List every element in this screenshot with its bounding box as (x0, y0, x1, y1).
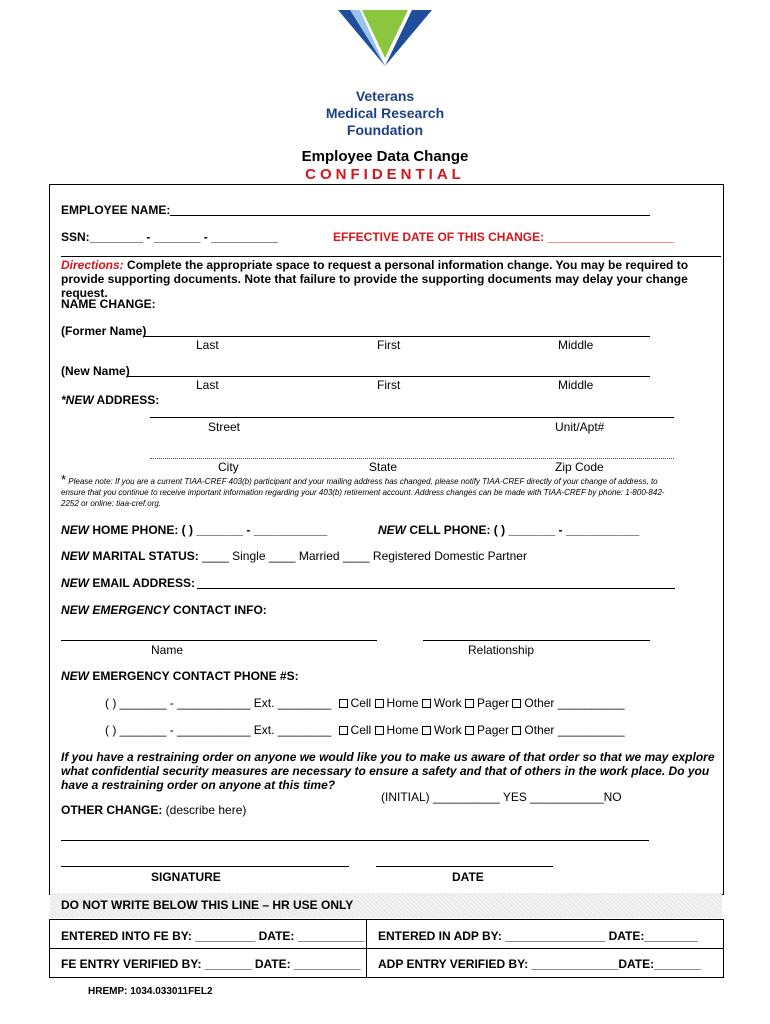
hr-banner-text: DO NOT WRITE BELOW THIS LINE – HR USE ONLY (61, 898, 354, 912)
city-state-zip-field[interactable] (150, 458, 674, 459)
logo-line-3: Foundation (346, 122, 424, 138)
type-pager[interactable] (465, 723, 509, 737)
date-field[interactable] (376, 866, 553, 867)
note-text: Please note: If you are a current TIAA-CREF 403(b) participant and your mailing address has changed, please notify TIAA-CREF directly of your change of address, to ensure that you continue to receive important information regarding your 403(b) retirement account. Address changes can be made with TIAA-CREF by phone: 1-800-842-2252 or online: tiaa-cref.org. (61, 477, 665, 508)
ssn-field[interactable]: SSN:________ - _______ - __________ (61, 230, 278, 244)
address-label-text: ADDRESS: (93, 393, 160, 407)
hr-entered-fe[interactable]: ENTERED INTO FE BY: _________ DATE: __________ (61, 929, 365, 943)
logo-line-1: Veterans (355, 88, 415, 104)
type-label: Cell (350, 723, 372, 737)
other-change-title: OTHER CHANGE: (61, 803, 163, 817)
type-pager[interactable] (465, 696, 509, 710)
type-other[interactable] (512, 696, 624, 710)
hr-row-divider (49, 948, 723, 949)
emergency-phone-field[interactable]: ( ) _______ - ___________ Ext. ________ (105, 696, 332, 710)
checkbox-icon[interactable] (375, 726, 384, 735)
new-name-field[interactable] (128, 376, 650, 377)
checkbox-icon[interactable] (512, 726, 521, 735)
type-label: Work (433, 723, 462, 737)
logo-line-2: Medical Research (325, 105, 445, 121)
restraining-order-text: If you have a restraining order on anyone we would like you to make us aware of that order so that we may explore what confidential security measures are necessary to ensure a safety and that of others in the work place. Do you have a restraining order on anyone at this time? (61, 750, 715, 792)
email-label (61, 576, 195, 590)
hr-col-divider (366, 919, 367, 977)
new-emergency-word: NEW EMERGENCY (61, 603, 170, 617)
former-name-field[interactable] (144, 336, 650, 337)
other-change-field[interactable] (61, 840, 649, 841)
checkbox-icon[interactable] (339, 699, 348, 708)
type-home[interactable] (375, 723, 419, 737)
logo (310, 8, 460, 138)
emergency-phone-field[interactable]: ( ) _______ - ___________ Ext. ________ (105, 723, 332, 737)
marital-options: ____ Single ____ Married ____ Registered Domestic Partner (202, 549, 527, 563)
new-word: NEW (61, 576, 89, 590)
street-caption: Street (208, 420, 241, 434)
checkbox-icon[interactable] (375, 699, 384, 708)
marital-label: MARITAL STATUS: (89, 549, 199, 563)
directions (61, 258, 711, 300)
signature-field[interactable] (61, 866, 349, 867)
type-work[interactable] (422, 723, 462, 737)
name-change-heading: NAME CHANGE: (61, 297, 156, 311)
type-work[interactable] (422, 696, 462, 710)
new-word: *NEW (61, 393, 94, 407)
vmrf-logo-mark (310, 8, 460, 83)
signature-caption: SIGNATURE (151, 870, 221, 884)
divider (61, 256, 721, 257)
restraining-initial-field[interactable]: (INITIAL) __________ YES ___________NO (381, 790, 622, 804)
new-word: NEW (378, 523, 406, 537)
tiaa-note (61, 474, 673, 509)
checkbox-icon[interactable] (465, 726, 474, 735)
checkbox-icon[interactable] (339, 726, 348, 735)
former-first-caption: First (377, 338, 401, 352)
emergency-name-caption: Name (151, 643, 184, 657)
employee-name-label: EMPLOYEE NAME: (61, 203, 171, 217)
emergency-phone-row-1[interactable] (105, 696, 625, 710)
checkbox-icon[interactable] (465, 699, 474, 708)
checkbox-icon[interactable] (422, 726, 431, 735)
new-first-caption: First (377, 378, 401, 392)
city-caption: City (218, 460, 239, 474)
type-label: Home (386, 723, 419, 737)
former-name-label: (Former Name) (61, 324, 147, 338)
checkbox-icon[interactable] (422, 699, 431, 708)
type-label: Cell (350, 696, 372, 710)
form-code: HREMP: 1034.033011FEL2 (88, 986, 213, 997)
former-last-caption: Last (196, 338, 219, 352)
directions-text: Complete the appropriate space to request a personal information change. You may be required to provide supporting documents. Note that failure to provide the supporting documents may delay your change request. (61, 258, 689, 300)
effective-date-field[interactable]: EFFECTIVE DATE OF THIS CHANGE: ___________________ (333, 230, 675, 244)
type-cell[interactable] (339, 723, 372, 737)
confidential-label: CONFIDENTIAL (305, 166, 465, 183)
note-asterisk: * (61, 472, 67, 487)
date-caption: DATE (452, 870, 484, 884)
type-cell[interactable] (339, 696, 372, 710)
emergency-phone-row-2[interactable] (105, 723, 625, 737)
emergency-phone-label: EMERGENCY CONTACT PHONE #S: (89, 669, 299, 683)
type-label: Pager (477, 723, 510, 737)
checkbox-icon[interactable] (512, 699, 521, 708)
type-other[interactable] (512, 723, 624, 737)
home-phone-field[interactable] (61, 523, 327, 537)
state-caption: State (369, 460, 398, 474)
former-middle-caption: Middle (558, 338, 594, 352)
email-field[interactable] (197, 588, 675, 589)
new-middle-caption: Middle (558, 378, 594, 392)
street-field[interactable] (150, 417, 674, 418)
new-address-label (61, 393, 159, 407)
emergency-name-field[interactable] (61, 640, 377, 641)
employee-name-field[interactable] (170, 215, 650, 216)
type-label: Pager (477, 696, 510, 710)
emergency-relationship-field[interactable] (423, 640, 650, 641)
type-label: Other __________ (524, 723, 625, 737)
unit-caption: Unit/Apt# (555, 420, 605, 434)
new-word: NEW (61, 549, 89, 563)
other-change-label (61, 803, 246, 817)
zip-caption: Zip Code (555, 460, 604, 474)
type-home[interactable] (375, 696, 419, 710)
directions-label: Directions: (61, 258, 124, 272)
type-label: Home (386, 696, 419, 710)
marital-status[interactable] (61, 549, 527, 563)
page-title: Employee Data Change (301, 148, 469, 165)
emergency-relationship-caption: Relationship (468, 643, 535, 657)
home-phone-label: HOME PHONE: ( ) _______ - ___________ (89, 523, 328, 537)
cell-phone-field[interactable] (378, 523, 639, 537)
hr-fe-verified[interactable]: FE ENTRY VERIFIED BY: _______ DATE: __________ (61, 957, 361, 971)
emergency-phone-heading (61, 669, 299, 683)
new-last-caption: Last (196, 378, 219, 392)
emergency-label: CONTACT INFO: (169, 603, 267, 617)
hr-adp-verified[interactable]: ADP ENTRY VERIFIED BY: _____________DATE:_______ (378, 957, 701, 971)
emergency-contact-heading (61, 603, 267, 617)
hr-entered-adp[interactable]: ENTERED IN ADP BY: _______________ DATE:________ (378, 929, 698, 943)
hr-banner (50, 893, 722, 918)
email-label-text: EMAIL ADDRESS: (89, 576, 196, 590)
new-name-label: (New Name) (61, 364, 130, 378)
other-change-hint: (describe here) (162, 803, 247, 817)
type-label: Work (433, 696, 462, 710)
cell-phone-label: CELL PHONE: ( ) _______ - ___________ (406, 523, 640, 537)
type-label: Other __________ (524, 696, 625, 710)
new-word: NEW (61, 669, 89, 683)
new-word: NEW (61, 523, 89, 537)
